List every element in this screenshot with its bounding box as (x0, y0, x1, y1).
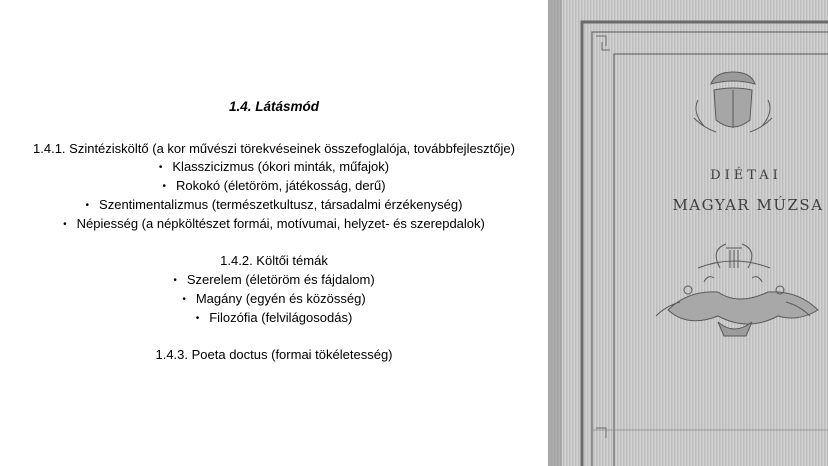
section-heading-2: 1.4.2. Költői témák (220, 253, 328, 268)
bullet-icon: • (173, 275, 177, 286)
bullet-item-text: Népiesség (a népköltészet formái, motívumai, helyzet- és szerepdalok) (76, 216, 485, 231)
bullet-icon: • (158, 162, 163, 173)
cover-line-1: DIÉTAI (710, 168, 782, 183)
bullet-item-text: Rokokó (életöröm, játékosság, derű) (175, 178, 386, 193)
book-cover-illustration (548, 0, 828, 466)
bullet-icon: • (195, 313, 200, 324)
section-heading-1: 1.4.1. Szintézisköltő (a kor művészi törekvéseinek összefoglalója, továbbfejlesztője) (33, 141, 515, 156)
book-cover-image (548, 0, 828, 466)
bullet-item (0, 216, 548, 233)
section-heading-3: 1.4.3. Poeta doctus (formai tökéletesség) (155, 347, 393, 362)
bullet-icon: • (162, 181, 166, 192)
bullet-item-text: Magány (egyén és közösség) (195, 291, 366, 306)
cover-line-2: MAGYAR MÚZSA (672, 196, 824, 214)
bullet-icon: • (85, 200, 90, 211)
section-title: 1.4. Látásmód (228, 99, 320, 114)
bullet-icon: • (182, 294, 186, 305)
bullet-item (0, 159, 548, 176)
bullet-item (0, 197, 548, 214)
bullet-item (0, 272, 548, 289)
bullet-item-text: Filozófia (felvilágosodás) (209, 310, 353, 325)
bullet-item-text: Szentimentalizmus (természetkultusz, társadalmi érzékenység) (99, 197, 463, 212)
bullet-item-text: Szerelem (életöröm és fájdalom) (186, 272, 375, 287)
bullet-item-text: Klasszicizmus (ókori minták, műfajok) (172, 159, 390, 174)
bullet-item (0, 310, 548, 327)
bullet-item (0, 291, 548, 308)
bullet-item (0, 178, 548, 195)
bullet-icon: • (63, 219, 67, 230)
